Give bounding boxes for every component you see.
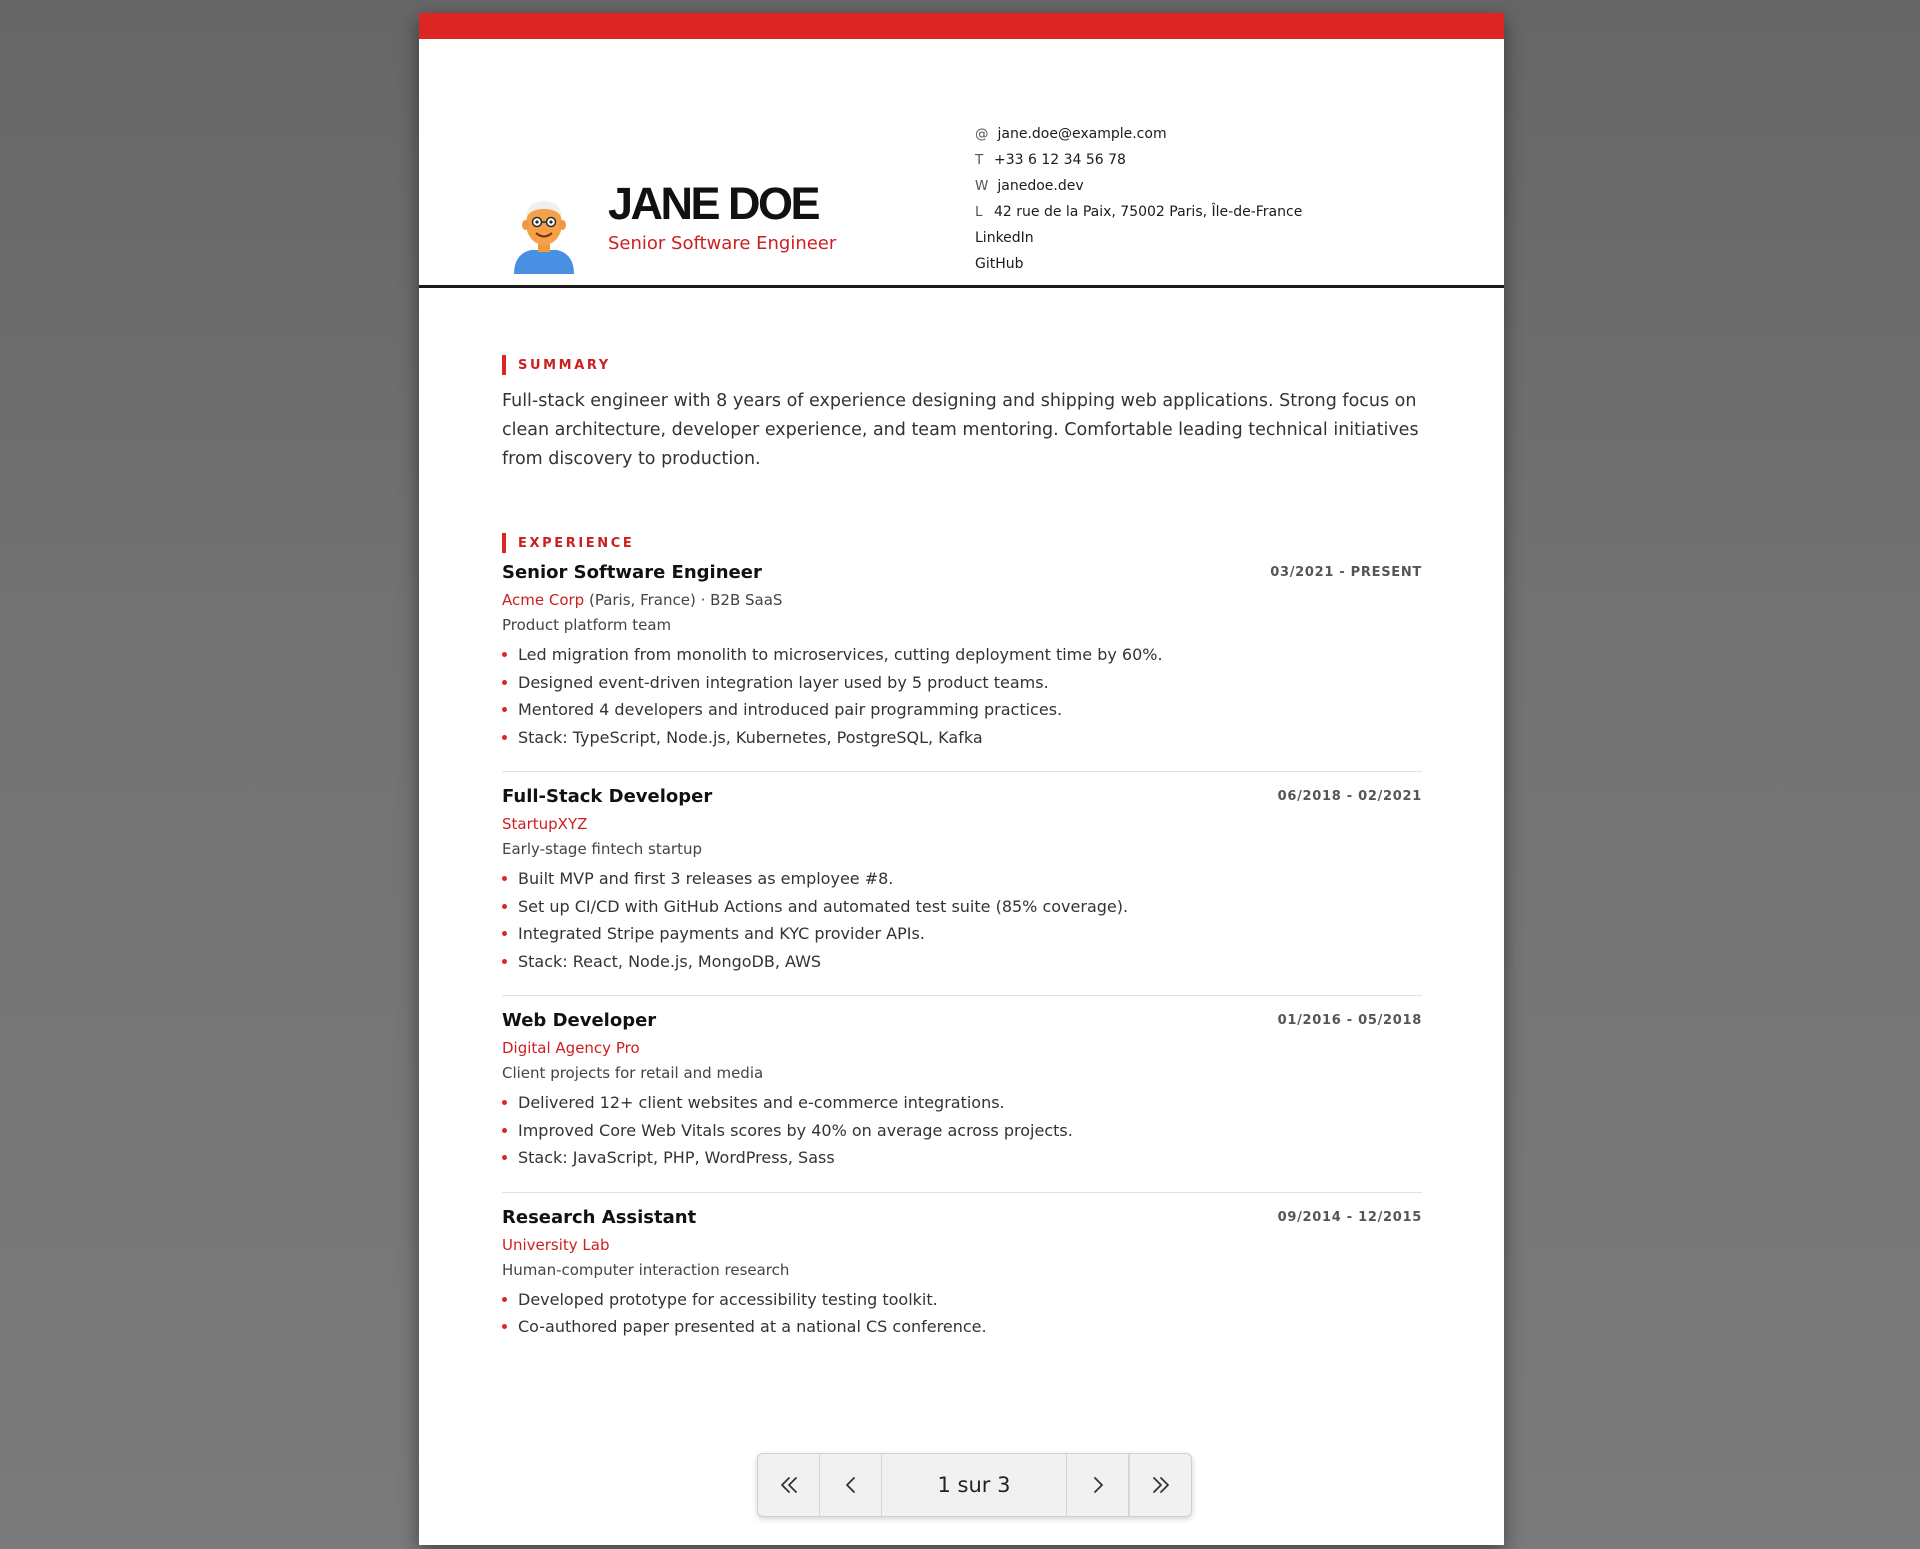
next-page-button[interactable] (1067, 1454, 1129, 1516)
double-chevron-right-icon (1150, 1474, 1172, 1496)
bullet-dot-icon (502, 959, 507, 964)
job-bullet (502, 920, 1422, 948)
bullet-text: Built MVP and first 3 releases as employee #8. (518, 869, 894, 889)
job-title: Full-Stack Developer (502, 786, 713, 808)
job-dates: 03/2021 - PRESENT (1270, 565, 1422, 581)
bullet-text: Mentored 4 developers and introduced pair programming practices. (518, 700, 1063, 720)
experience-heading-text: EXPERIENCE (518, 535, 635, 551)
contact-location (975, 199, 1455, 225)
job-entry (502, 1193, 1422, 1361)
linkedin-link[interactable]: LinkedIn (975, 230, 1034, 246)
bullet-text: Set up CI/CD with GitHub Actions and automated test suite (85% coverage). (518, 896, 1129, 916)
job-bullet (502, 641, 1422, 669)
job-dates: 01/2016 - 05/2018 (1277, 1013, 1422, 1029)
job-bullets (502, 1089, 1422, 1172)
job-bullets (502, 865, 1422, 975)
job-company-line (502, 813, 1422, 835)
job-bullet (502, 865, 1422, 893)
chevron-left-icon (840, 1474, 862, 1496)
bullet-text: Co-authored paper presented at a national CS conference. (518, 1317, 987, 1337)
candidate-title: Senior Software Engineer (608, 233, 837, 254)
double-chevron-left-icon (778, 1474, 800, 1496)
job-bullets (502, 641, 1422, 751)
job-title: Web Developer (502, 1010, 657, 1032)
bullet-dot-icon (502, 735, 507, 740)
email-link[interactable]: jane.doe@example.com (997, 126, 1167, 142)
bullet-dot-icon (502, 876, 507, 881)
experience-section (502, 533, 1422, 1361)
candidate-name: JANE DOE (608, 178, 819, 229)
website-label: W (975, 178, 989, 194)
bullet-text: Stack: JavaScript, PHP, WordPress, Sass (518, 1148, 835, 1168)
job-bullet (502, 1144, 1422, 1172)
phone-link[interactable]: +33 6 12 34 56 78 (994, 152, 1126, 168)
location-text: 42 rue de la Paix, 75002 Paris, Île-de-France (994, 204, 1303, 220)
page-navigator (757, 1453, 1192, 1517)
bullet-dot-icon (502, 1128, 507, 1133)
job-company: Digital Agency Pro (502, 1039, 640, 1058)
phone-label: T (975, 152, 984, 168)
accent-top-bar (419, 13, 1504, 39)
bullet-dot-icon (502, 1324, 507, 1329)
job-bullet (502, 669, 1422, 697)
first-page-button[interactable] (758, 1454, 820, 1516)
summary-heading-text: SUMMARY (518, 357, 611, 373)
section-accent-bar (502, 355, 506, 375)
resume-body (502, 355, 1422, 1361)
section-accent-bar (502, 533, 506, 553)
last-page-button[interactable] (1129, 1454, 1191, 1516)
resume-page (419, 13, 1504, 1545)
job-bullet (502, 1089, 1422, 1117)
bullet-text: Delivered 12+ client websites and e-commerce integrations. (518, 1093, 1005, 1113)
bullet-text: Stack: TypeScript, Node.js, Kubernetes, PostgreSQL, Kafka (518, 727, 983, 747)
job-bullet (502, 893, 1422, 921)
email-label: @ (975, 126, 989, 142)
job-bullet (502, 1313, 1422, 1341)
job-company-line (502, 1037, 1422, 1059)
job-bullet (502, 724, 1422, 752)
job-title: Senior Software Engineer (502, 562, 762, 584)
chevron-right-icon (1087, 1474, 1109, 1496)
job-description: Human-computer interaction research (502, 1260, 790, 1279)
location-label: L (975, 204, 983, 220)
job-bullet (502, 696, 1422, 724)
bullet-dot-icon (502, 904, 507, 909)
job-company-extra: (Paris, France) · B2B SaaS (584, 591, 783, 610)
contact-email (975, 121, 1455, 147)
contact-list (975, 121, 1455, 277)
job-bullets (502, 1286, 1422, 1341)
experience-heading (502, 533, 1422, 553)
contact-linkedin (975, 225, 1455, 251)
bullet-text: Led migration from monolith to microservices, cutting deployment time by 60%. (518, 645, 1163, 665)
contact-phone (975, 147, 1455, 173)
website-link[interactable]: janedoe.dev (997, 178, 1084, 194)
job-description: Client projects for retail and media (502, 1064, 764, 1083)
bullet-dot-icon (502, 652, 507, 657)
bullet-text: Integrated Stripe payments and KYC provider APIs. (518, 924, 925, 944)
job-company: University Lab (502, 1235, 610, 1254)
bullet-dot-icon (502, 1155, 507, 1160)
job-company: StartupXYZ (502, 815, 588, 834)
bullet-dot-icon (502, 1297, 507, 1302)
bullet-text: Developed prototype for accessibility testing toolkit. (518, 1289, 938, 1309)
job-title: Research Assistant (502, 1206, 697, 1228)
job-bullet (502, 1117, 1422, 1145)
job-entry (502, 553, 1422, 772)
job-company-line (502, 1234, 1422, 1256)
bullet-dot-icon (502, 707, 507, 712)
previous-page-button[interactable] (820, 1454, 882, 1516)
contact-website (975, 173, 1455, 199)
bullet-text: Designed event-driven integration layer used by 5 product teams. (518, 672, 1049, 692)
bullet-text: Stack: React, Node.js, MongoDB, AWS (518, 951, 822, 971)
person-avatar-icon (511, 192, 577, 274)
summary-section (502, 355, 1422, 473)
bullet-text: Improved Core Web Vitals scores by 40% on average across projects. (518, 1120, 1073, 1140)
job-bullet (502, 1286, 1422, 1314)
job-dates: 06/2018 - 02/2021 (1277, 789, 1422, 805)
summary-text: Full-stack engineer with 8 years of experience designing and shipping web applications. Strong focus on clean architecture, developer experience, and team mentoring. Comfortable leading technical initiatives from discovery to production. (502, 391, 1419, 469)
job-bullet (502, 948, 1422, 976)
github-link[interactable]: GitHub (975, 256, 1024, 272)
job-description: Product platform team (502, 616, 672, 635)
resume-header (419, 39, 1504, 288)
job-description: Early-stage fintech startup (502, 840, 702, 859)
contact-github (975, 251, 1455, 277)
job-entry (502, 772, 1422, 996)
bullet-dot-icon (502, 680, 507, 685)
job-dates: 09/2014 - 12/2015 (1277, 1209, 1422, 1225)
bullet-dot-icon (502, 931, 507, 936)
page-status: 1 sur 3 (882, 1454, 1067, 1516)
job-entry (502, 996, 1422, 1193)
job-company: Acme Corp (502, 591, 585, 610)
job-company-line (502, 589, 1422, 611)
summary-heading (502, 355, 1422, 375)
bullet-dot-icon (502, 1100, 507, 1105)
